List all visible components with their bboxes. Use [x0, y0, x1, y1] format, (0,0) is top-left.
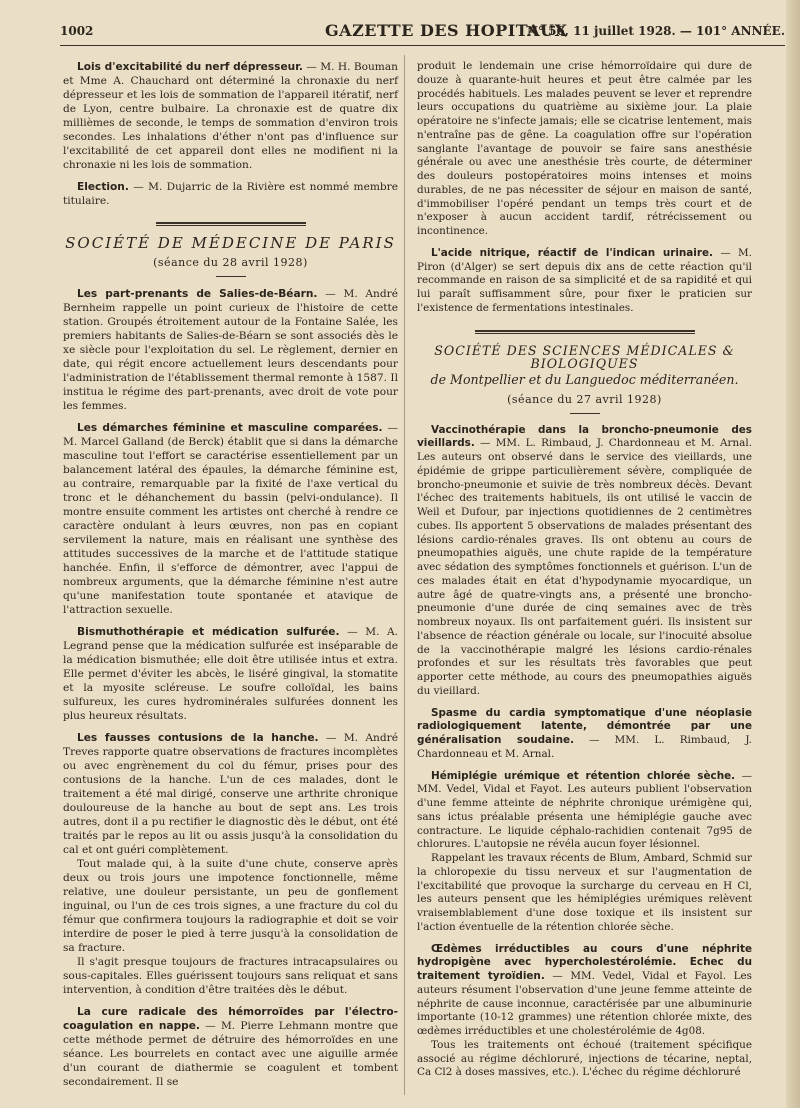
article-text: — M. André Treves rapporte quatre observations de fractures incomplètes ou avec engrènement du col du fémur, prises pour des contusions de la hanche. L'un de ces malades, dont le traitement a été mal dirigé, conserve une arthrite chronique douloureuse de la hanche au bout de sept ans. Les trois autres, dont il a pu rectifier le diagnostic dès le début, ont été traités par le repos au lit ou assis jusqu'à la consolidation du cal et ont guéri complètement.	[63, 732, 398, 856]
article	[417, 943, 752, 1039]
page-number: 1002	[60, 24, 94, 38]
issue-info: N° 56, 11 juillet 1928. — 101° ANNÉE.	[526, 24, 785, 38]
paragraph: Tout malade qui, à la suite d'une chute, conserve après deux ou trois jours une impotence fonctionnelle, même relative, une douleur persistante, un peu de gonflement inguinal, ou l'un de ces trois signes, a une fracture du col du fémur que confirmera toujours la radiographie et doit se voir interdire de poser le pied à terre jusqu'à la consolidation de sa fracture.	[63, 858, 398, 954]
left-column	[63, 60, 398, 1089]
article-title: Election.	[77, 181, 129, 193]
article	[63, 625, 398, 723]
society-subtitle: de Montpellier et du Languedoc méditerranéen.	[430, 372, 739, 387]
article-title: Hémiplégie urémique et rétention chlorée sèche.	[431, 769, 736, 782]
article-text: — M. Pierre Lehmann montre que cette méthode permet de détruire des hémorroïdes en une séance. Les bourrelets en contact avec une aiguille armée d'un courant de diathermie se coagulent et tombent secondairement. Il se	[63, 1020, 399, 1088]
article	[417, 707, 752, 762]
column-divider	[404, 55, 405, 1095]
section-rule	[156, 222, 306, 226]
paragraph: produit le lendemain une crise hémorroïdaire qui dure de douze à quarante-huit heures et peut être calmée par les procédés habituels. Les malades peuvent se lever et reprendre leurs occupations du quatrième au sixième jour. La plaie opératoire ne s'infecte jamais; elle se cicatrise lentement, mais n'entraîne pas de gêne. La coagulation offre sur l'opération sanglante l'avantage de pouvoir se faire sans anesthésie générale ou avec une anesthésie très courte, de déterminer des douleurs postopératoires moins intenses et moins durables, de ne pas nécessiter de séjour en maison de santé, d'immobiliser l'opéré pendant un temps très court et de n'exposer à aucun accident tardif, rétrécissement ou incontinence.	[417, 60, 752, 237]
society-heading	[417, 330, 752, 414]
article	[63, 287, 398, 413]
seance-date: (séance du 27 avril 1928)	[507, 392, 662, 406]
right-column	[417, 60, 752, 1080]
article-title: Vaccinothérapie dans la broncho-pneumonie des vieillards.	[417, 423, 752, 450]
article	[417, 770, 752, 853]
article-text: — MM. L. Rimbaud, J. Chardonneau et M. Arnal. Les auteurs ont observé dans le service des vieillards, une épidémie de grippe particulièrement sévère, compliquée de broncho-pneumonie et suivie de très nombreux décès. Devant l'échec des traitements habituels, ils ont utilisé le vaccin de Weil et Dufour, par injections quotidiennes de 2 centimètres cubes. Ils apportent 5 observations de malades présentant des lésions cardio-rénales graves. Ils ont obtenu au cours de pneumopathies aiguës, une chute rapide de la température avec sédation des symptômes fonctionnels et guérison. L'un de ces malades était en état d'hypodynamie myocardique, un autre âgé de quatre-vingts ans, a présenté une broncho-pneumonie d'une durée de cinq semaines avec de très nombreux noyaux. Ils ont parfaitement guéri. Ils insistent sur l'absence de réaction générale ou locale, sur l'inocuité absolue de la vaccinothérapie malgré les lésions cardio-rénales profondes et sur les résultats très favorables que peut apporter cette méthode, au cours des pneumopathies aiguës du vieillard.	[417, 437, 752, 697]
article	[417, 424, 752, 699]
article-title: Les part-prenants de Salies-de-Béarn.	[77, 288, 318, 300]
article-text: — M. Dujarric de la Rivière est nommé membre titulaire.	[63, 181, 398, 207]
article-text: — M. Marcel Galland (de Berck) établit que si dans la démarche masculine tout l'effort se caractérise essentiellement par un balancement latéral des épaules, la démarche féminine est, au contraire, remarquable par la fixité de l'axe vertical du tronc et le déhanchement du bassin (pelvi-ondulance). Il montre ensuite comment les artistes ont cherché à rendre ce caractère ondulant à leurs œuvres, non pas en copiant servilement la nature, mais en réalisant une synthèse des attitudes successives de la marche et de l'attitude statique hanchée. Enfin, il s'efforce de démontrer, avec l'appui de nombreux arguments, que la démarche féminine n'est autre qu'une manifestation toute spontanée et atavique de l'attraction sexuelle.	[63, 422, 399, 616]
short-rule	[216, 276, 246, 277]
page-header	[60, 20, 785, 42]
article	[63, 180, 398, 208]
short-rule	[570, 413, 600, 414]
society-name: SOCIÉTÉ DE MÉDECINE DE PARIS	[65, 234, 396, 252]
page-edge	[786, 0, 800, 1108]
journal-title: GAZETTE DES HOPITAUX	[325, 21, 568, 40]
article-title: Les démarches féminine et masculine comparées.	[77, 422, 383, 434]
article-text: — M. Piron (d'Alger) se sert depuis dix ans de cette réaction qu'il recommande en raison de sa simplicité et de sa rapidité et qui lui paraît suffisamment sûre, pour fixer le praticien sur l'existence de fermentations intestinales.	[417, 246, 752, 314]
article-text: — MM. Vedel, Vidal et Fayol. Les auteurs résument l'observation d'une jeune femme atteinte de néphrite de cause inconnue, caractérisée par une albuminurie importante (10-12 grammes) une rétention chlorée mixte, des œdèmes irréductibles et une cholestérolémie de 4g08.	[417, 970, 752, 1037]
article	[63, 731, 398, 857]
article	[63, 60, 398, 172]
article-title: Œdèmes irréductibles au cours d'une néphrite hydropigène avec hypercholestérolémie. Echec du traitement tyroïdien.	[417, 942, 752, 982]
article-title: Lois d'excitabilité du nerf dépresseur.	[77, 61, 303, 73]
article	[417, 247, 752, 316]
seance-date: (séance du 28 avril 1928)	[153, 256, 308, 269]
article-title: L'acide nitrique, réactif de l'indican urinaire.	[431, 246, 713, 259]
article	[63, 421, 398, 617]
article	[63, 1005, 398, 1089]
article-title: Les fausses contusions de la hanche.	[77, 732, 319, 744]
paragraph: Tous les traitements ont échoué (traitement spécifique associé au régime déchloruré, injections de técarine, neptal, Ca Cl2 à doses massives, etc.). L'échec du régime déchloruré	[417, 1038, 752, 1079]
article-title: La cure radicale des hémorroïdes par l'électro-coagulation en nappe.	[63, 1006, 398, 1032]
article-text: — M. A. Legrand pense que la médication sulfurée est inséparable de la médication bismuthée; elle doit être utilisée intus et extra. Elle permet d'éviter les abcès, le liséré gingival, la stomatite et la myosite scléreuse. Le soufre colloïdal, les bains sulfureux, les cures hydrominérales sulfurées donnent les plus heureux résultats.	[63, 626, 398, 722]
society-heading	[63, 222, 398, 277]
article-title: Spasme du cardia symptomatique d'une néoplasie radiologiquement latente, démontrée par une généralisation soudaine.	[417, 706, 752, 746]
article-text: — M. André Bernheim rappelle un point curieux de l'histoire de cette station. Groupés étroitement autour de la Fontaine Salée, les premiers habitants de Salies-de-Béarn se sont associés dès le xe siècle pour l'exploitation du sel. Le règlement, dernier en date, qui régit encore actuellement leurs descendants pour l'administration de l'établissement thermal remonte à 1587. Il institua le régime des part-prenants, avec droit de vote pour les femmes.	[63, 288, 398, 412]
article-text: — M. H. Bouman et Mme A. Chauchard ont déterminé la chronaxie du nerf dépresseur et les lois de sommation de l'appareil itératif, nerf de Lyon, centre bulbaire. La chronaxie est de quatre dix millièmes de seconde, le temps de sommation d'environ trois secondes. Les inhalations d'éther n'ont pas d'influence sur l'excitabilité de cet appareil dont elles ne modifient ni la chronaxie ni les lois de sommation.	[63, 61, 398, 171]
paragraph: Il s'agit presque toujours de fractures intracapsulaires ou sous-capitales. Elles guérissent toujours sans reliquat et sans intervention, à condition d'être traitées dès le début.	[63, 956, 398, 996]
paragraph: Rappelant les travaux récents de Blum, Ambard, Schmid sur la chloropexie du tissu nerveux et sur l'augmentation de l'excitabilité que provoque la surcharge du cerveau en H Cl, les auteurs pensent que les hémiplégies urémiques relèvent vraisemblablement d'une dose toxique et ils insistent sur l'action éventuelle de la rétention chlorée sèche.	[417, 852, 752, 933]
article-text: — MM. Vedel, Vidal et Fayot. Les auteurs publient l'observation d'une femme atteinte de néphrite chronique urémigène qui, sans ictus préalable présenta une hémiplégie gauche avec contracture. Le liquide céphalo-rachidien contenait 7g95 de chlorures. L'autopsie ne révéla aucun foyer lésionnel.	[417, 769, 752, 851]
section-rule	[475, 330, 695, 334]
society-name: SOCIÉTÉ DES SCIENCES MÉDICALES & BIOLOGIQUES	[434, 342, 735, 372]
article-text: — MM. L. Rimbaud, J. Chardonneau et M. Arnal.	[417, 734, 752, 760]
article-title: Bismuthothérapie et médication sulfurée.	[77, 626, 340, 638]
header-rule	[60, 45, 785, 46]
